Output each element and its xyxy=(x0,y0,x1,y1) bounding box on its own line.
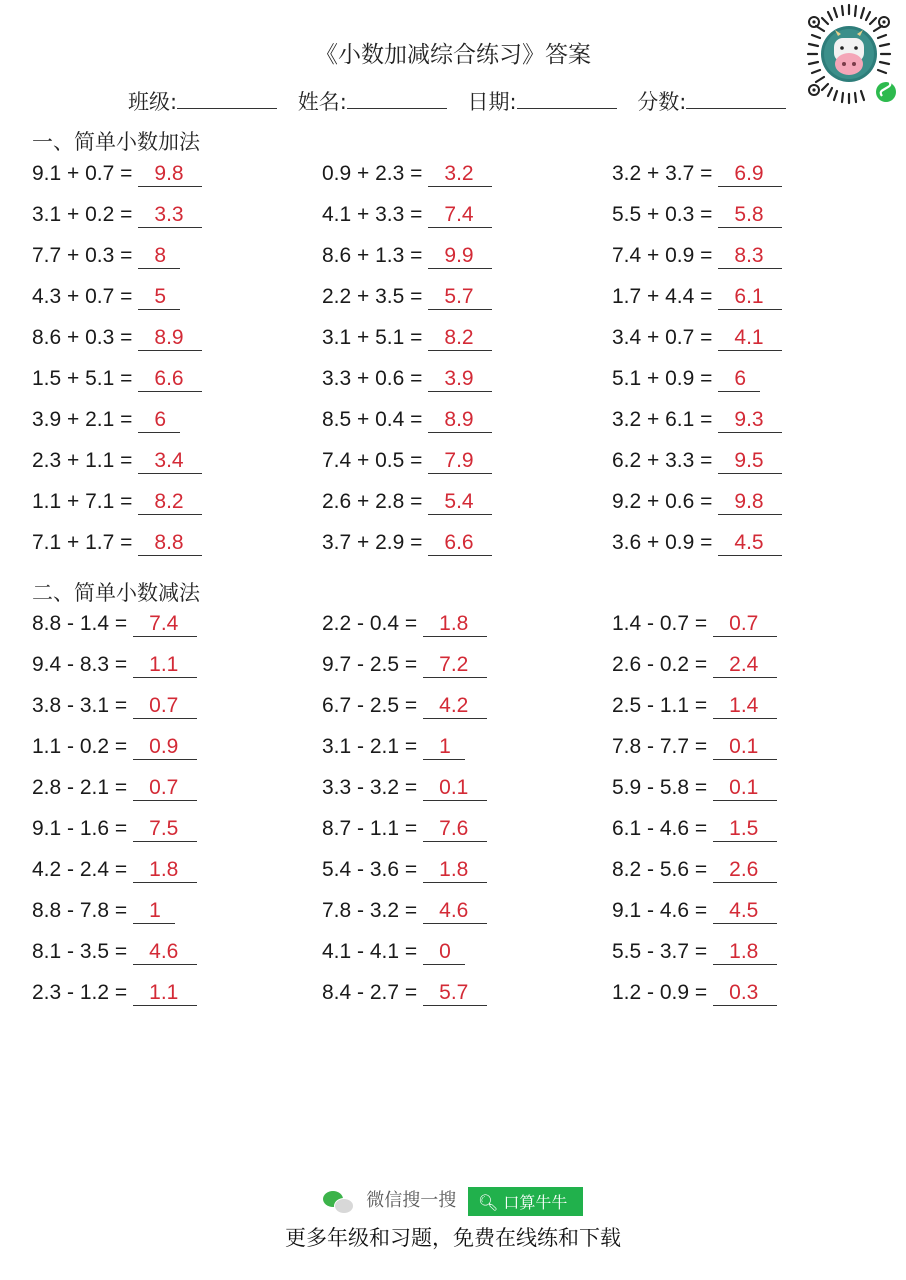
problem-item xyxy=(32,162,202,187)
problem-item xyxy=(32,776,197,801)
answer-blank[interactable]: 0.9 xyxy=(133,736,197,760)
problem-item xyxy=(322,612,487,637)
promo-text: 更多年级和习题，免费在线练和下载 xyxy=(285,1226,621,1250)
date-field[interactable]: 日期: xyxy=(468,86,617,116)
problem-item xyxy=(612,612,777,637)
problem-question: 4.3 + 0.7 = xyxy=(32,285,133,308)
answer-blank[interactable]: 3.3 xyxy=(138,204,202,228)
problem-item xyxy=(322,817,487,842)
problem-item xyxy=(322,449,492,474)
problem-item xyxy=(322,367,492,392)
problem-question: 9.7 - 2.5 = xyxy=(322,653,418,676)
problem-question: 1.4 - 0.7 = xyxy=(612,612,708,635)
answer-blank[interactable]: 4.5 xyxy=(713,900,777,924)
problem-question: 7.1 + 1.7 = xyxy=(32,531,133,554)
answer-blank[interactable]: 7.6 xyxy=(423,818,487,842)
problem-question: 3.2 + 6.1 = xyxy=(612,408,713,431)
problem-question: 1.5 + 5.1 = xyxy=(32,367,133,390)
problem-question: 7.4 + 0.9 = xyxy=(612,244,713,267)
problem-question: 8.8 - 1.4 = xyxy=(32,612,128,635)
answer-blank[interactable]: 7.5 xyxy=(133,818,197,842)
problem-item xyxy=(32,858,197,883)
problem-question: 2.5 - 1.1 = xyxy=(612,694,708,717)
score-blank xyxy=(686,90,786,109)
problem-item xyxy=(322,326,492,351)
page-title: 《小数加减综合练习》答案 xyxy=(315,42,591,68)
answer-blank[interactable]: 0.1 xyxy=(423,777,487,801)
answer-blank[interactable]: 5.8 xyxy=(718,204,782,228)
problem-item xyxy=(32,490,202,515)
problem-item xyxy=(322,162,492,187)
problem-item xyxy=(32,817,197,842)
problem-item xyxy=(32,653,197,678)
answer-blank[interactable]: 1.8 xyxy=(423,859,487,883)
answer-blank[interactable]: 9.8 xyxy=(718,491,782,515)
problem-question: 8.8 - 7.8 = xyxy=(32,899,128,922)
problem-item xyxy=(322,940,465,965)
answer-blank[interactable]: 4.6 xyxy=(423,900,487,924)
problem-item xyxy=(32,612,197,637)
answer-blank[interactable]: 4.1 xyxy=(718,327,782,351)
problem-question: 5.9 - 5.8 = xyxy=(612,776,708,799)
problem-question: 1.1 + 7.1 = xyxy=(32,490,133,513)
answer-blank[interactable]: 2.6 xyxy=(713,859,777,883)
problem-question: 5.5 - 3.7 = xyxy=(612,940,708,963)
answer-blank[interactable]: 1.8 xyxy=(133,859,197,883)
problem-question: 0.9 + 2.3 = xyxy=(322,162,423,185)
problem-question: 3.1 + 0.2 = xyxy=(32,203,133,226)
answer-blank[interactable]: 3.2 xyxy=(428,163,492,187)
answer-blank[interactable]: 0.7 xyxy=(133,777,197,801)
problem-question: 7.8 - 3.2 = xyxy=(322,899,418,922)
student-info-fields xyxy=(128,86,800,116)
problem-item xyxy=(32,899,175,924)
problem-item xyxy=(322,858,487,883)
section-title-addition: 一、简单小数加法 xyxy=(32,130,200,154)
problem-item xyxy=(612,776,777,801)
date-blank xyxy=(517,90,617,109)
problem-item xyxy=(612,203,782,228)
problem-question: 3.1 - 2.1 = xyxy=(322,735,418,758)
problem-question: 4.2 - 2.4 = xyxy=(32,858,128,881)
answer-blank[interactable]: 4.6 xyxy=(133,941,197,965)
answer-blank[interactable]: 6.9 xyxy=(718,163,782,187)
problem-item xyxy=(322,490,492,515)
answer-blank[interactable]: 1.1 xyxy=(133,654,197,678)
wechat-icon xyxy=(323,1190,355,1212)
problem-item xyxy=(322,285,492,310)
problem-item xyxy=(612,531,782,556)
answer-blank[interactable]: 1.1 xyxy=(133,982,197,1006)
problem-question: 3.8 - 3.1 = xyxy=(32,694,128,717)
answer-blank[interactable]: 8.2 xyxy=(428,327,492,351)
problem-item xyxy=(32,940,197,965)
problem-question: 7.7 + 0.3 = xyxy=(32,244,133,267)
problem-question: 7.4 + 0.5 = xyxy=(322,449,423,472)
problem-question: 2.8 - 2.1 = xyxy=(32,776,128,799)
answer-blank[interactable]: 8.2 xyxy=(138,491,202,515)
answer-blank[interactable]: 1.8 xyxy=(423,613,487,637)
problem-item xyxy=(32,531,202,556)
problem-item xyxy=(32,244,180,269)
problem-item xyxy=(612,285,782,310)
problem-question: 3.3 + 0.6 = xyxy=(322,367,423,390)
problem-item xyxy=(612,367,760,392)
wechat-search-label: 微信搜一搜 xyxy=(366,1190,457,1211)
problem-question: 1.7 + 4.4 = xyxy=(612,285,713,308)
problem-item xyxy=(32,285,180,310)
problem-question: 8.1 - 3.5 = xyxy=(32,940,128,963)
problem-question: 6.1 - 4.6 = xyxy=(612,817,708,840)
problem-question: 8.4 - 2.7 = xyxy=(322,981,418,1004)
problem-item xyxy=(322,653,487,678)
answer-blank[interactable]: 3.9 xyxy=(428,368,492,392)
problem-item xyxy=(32,694,197,719)
problem-question: 3.7 + 2.9 = xyxy=(322,531,423,554)
search-icon: 🔍︎ xyxy=(478,1192,499,1212)
problem-question: 1.2 - 0.9 = xyxy=(612,981,708,1004)
answer-blank[interactable]: 5 xyxy=(138,286,180,310)
answer-blank[interactable]: 0.7 xyxy=(713,613,777,637)
problem-item xyxy=(612,981,777,1006)
answer-blank[interactable]: 1.8 xyxy=(713,941,777,965)
problem-item xyxy=(612,653,777,678)
answer-blank[interactable]: 8 xyxy=(138,245,180,269)
problem-item xyxy=(32,735,197,760)
answer-blank[interactable]: 9.9 xyxy=(428,245,492,269)
problem-question: 2.2 - 0.4 = xyxy=(322,612,418,635)
problem-question: 5.1 + 0.9 = xyxy=(612,367,713,390)
problem-item xyxy=(612,899,777,924)
answer-blank[interactable]: 6.6 xyxy=(428,532,492,556)
answer-blank[interactable]: 7.4 xyxy=(428,204,492,228)
name-field[interactable]: 姓名: xyxy=(298,86,447,116)
search-chip-button[interactable] xyxy=(468,1187,583,1216)
problem-question: 3.9 + 2.1 = xyxy=(32,408,133,431)
problem-question: 8.5 + 0.4 = xyxy=(322,408,423,431)
answer-blank[interactable]: 2.4 xyxy=(713,654,777,678)
problem-question: 8.7 - 1.1 = xyxy=(322,817,418,840)
problem-question: 3.6 + 0.9 = xyxy=(612,531,713,554)
answer-blank[interactable]: 5.7 xyxy=(423,982,487,1006)
answer-blank[interactable]: 6.1 xyxy=(718,286,782,310)
problem-question: 2.6 + 2.8 = xyxy=(322,490,423,513)
problem-question: 2.6 - 0.2 = xyxy=(612,653,708,676)
answer-blank[interactable]: 3.4 xyxy=(138,450,202,474)
problem-item xyxy=(612,817,777,842)
problem-item xyxy=(32,367,202,392)
answer-blank[interactable]: 0.1 xyxy=(713,777,777,801)
problem-item xyxy=(612,408,782,433)
problem-question: 3.2 + 3.7 = xyxy=(612,162,713,185)
problem-item xyxy=(322,203,492,228)
answer-blank[interactable]: 1.5 xyxy=(713,818,777,842)
answer-blank[interactable]: 7.9 xyxy=(428,450,492,474)
problem-item xyxy=(612,162,782,187)
problem-question: 8.2 - 5.6 = xyxy=(612,858,708,881)
problem-item xyxy=(322,408,492,433)
answer-blank[interactable]: 9.8 xyxy=(138,163,202,187)
problem-item xyxy=(612,858,777,883)
answer-blank[interactable]: 8.8 xyxy=(138,532,202,556)
answer-blank[interactable]: 6 xyxy=(718,368,760,392)
problem-question: 6.7 - 2.5 = xyxy=(322,694,418,717)
problem-item xyxy=(612,244,782,269)
problem-item xyxy=(322,735,465,760)
problem-item xyxy=(32,326,202,351)
wechat-search-banner xyxy=(0,1186,906,1216)
answer-blank[interactable]: 6 xyxy=(138,409,180,433)
problem-item xyxy=(32,981,197,1006)
answer-blank[interactable]: 6.6 xyxy=(138,368,202,392)
problem-item xyxy=(322,981,487,1006)
answer-blank[interactable]: 0.1 xyxy=(713,736,777,760)
problem-question: 9.4 - 8.3 = xyxy=(32,653,128,676)
problem-question: 1.1 - 0.2 = xyxy=(32,735,128,758)
problem-question: 5.5 + 0.3 = xyxy=(612,203,713,226)
problem-item xyxy=(32,203,202,228)
answer-blank[interactable]: 0.7 xyxy=(133,695,197,719)
problem-question: 9.1 - 4.6 = xyxy=(612,899,708,922)
problem-item xyxy=(322,244,492,269)
problem-item xyxy=(612,449,782,474)
answer-blank[interactable]: 1.4 xyxy=(713,695,777,719)
problem-question: 4.1 + 3.3 = xyxy=(322,203,423,226)
problem-item xyxy=(322,531,492,556)
problem-question: 8.6 + 1.3 = xyxy=(322,244,423,267)
answer-blank[interactable]: 9.3 xyxy=(718,409,782,433)
section-title-subtraction: 二、简单小数减法 xyxy=(32,581,200,605)
problem-question: 9.2 + 0.6 = xyxy=(612,490,713,513)
problem-item xyxy=(612,326,782,351)
name-blank xyxy=(347,90,447,109)
problem-item xyxy=(322,694,487,719)
problem-question: 3.4 + 0.7 = xyxy=(612,326,713,349)
answer-blank[interactable]: 7.2 xyxy=(423,654,487,678)
answer-blank[interactable]: 1 xyxy=(423,736,465,760)
problem-item xyxy=(612,694,777,719)
problem-question: 8.6 + 0.3 = xyxy=(32,326,133,349)
answer-blank[interactable]: 0 xyxy=(423,941,465,965)
problem-item xyxy=(612,735,777,760)
problem-question: 4.1 - 4.1 = xyxy=(322,940,418,963)
answer-blank[interactable]: 4.5 xyxy=(718,532,782,556)
answer-blank[interactable]: 5.7 xyxy=(428,286,492,310)
problem-question: 2.3 - 1.2 = xyxy=(32,981,128,1004)
search-chip-text: 口算牛牛 xyxy=(503,1192,568,1212)
score-field[interactable]: 分数: xyxy=(637,86,786,116)
problem-question: 3.1 + 5.1 = xyxy=(322,326,423,349)
answer-blank[interactable]: 4.2 xyxy=(423,695,487,719)
problem-question: 5.4 - 3.6 = xyxy=(322,858,418,881)
problem-question: 6.2 + 3.3 = xyxy=(612,449,713,472)
answer-blank[interactable]: 5.4 xyxy=(428,491,492,515)
problem-item xyxy=(322,776,487,801)
answer-blank[interactable]: 9.5 xyxy=(718,450,782,474)
problem-item xyxy=(612,490,782,515)
problem-item xyxy=(32,408,180,433)
answer-blank[interactable]: 1 xyxy=(133,900,175,924)
problem-item xyxy=(32,449,202,474)
problem-question: 7.8 - 7.7 = xyxy=(612,735,708,758)
answer-blank[interactable]: 8.3 xyxy=(718,245,782,269)
class-blank xyxy=(177,90,277,109)
qr-code-icon[interactable] xyxy=(794,2,904,112)
answer-blank[interactable]: 7.4 xyxy=(133,613,197,637)
problem-item xyxy=(612,940,777,965)
answer-blank[interactable]: 8.9 xyxy=(138,327,202,351)
answer-blank[interactable]: 0.3 xyxy=(713,982,777,1006)
problem-question: 2.2 + 3.5 = xyxy=(322,285,423,308)
class-field[interactable]: 班级: xyxy=(128,86,277,116)
problem-question: 9.1 - 1.6 = xyxy=(32,817,128,840)
problem-item xyxy=(322,899,487,924)
problem-question: 2.3 + 1.1 = xyxy=(32,449,133,472)
problem-question: 9.1 + 0.7 = xyxy=(32,162,133,185)
problem-question: 3.3 - 3.2 = xyxy=(322,776,418,799)
answer-blank[interactable]: 8.9 xyxy=(428,409,492,433)
